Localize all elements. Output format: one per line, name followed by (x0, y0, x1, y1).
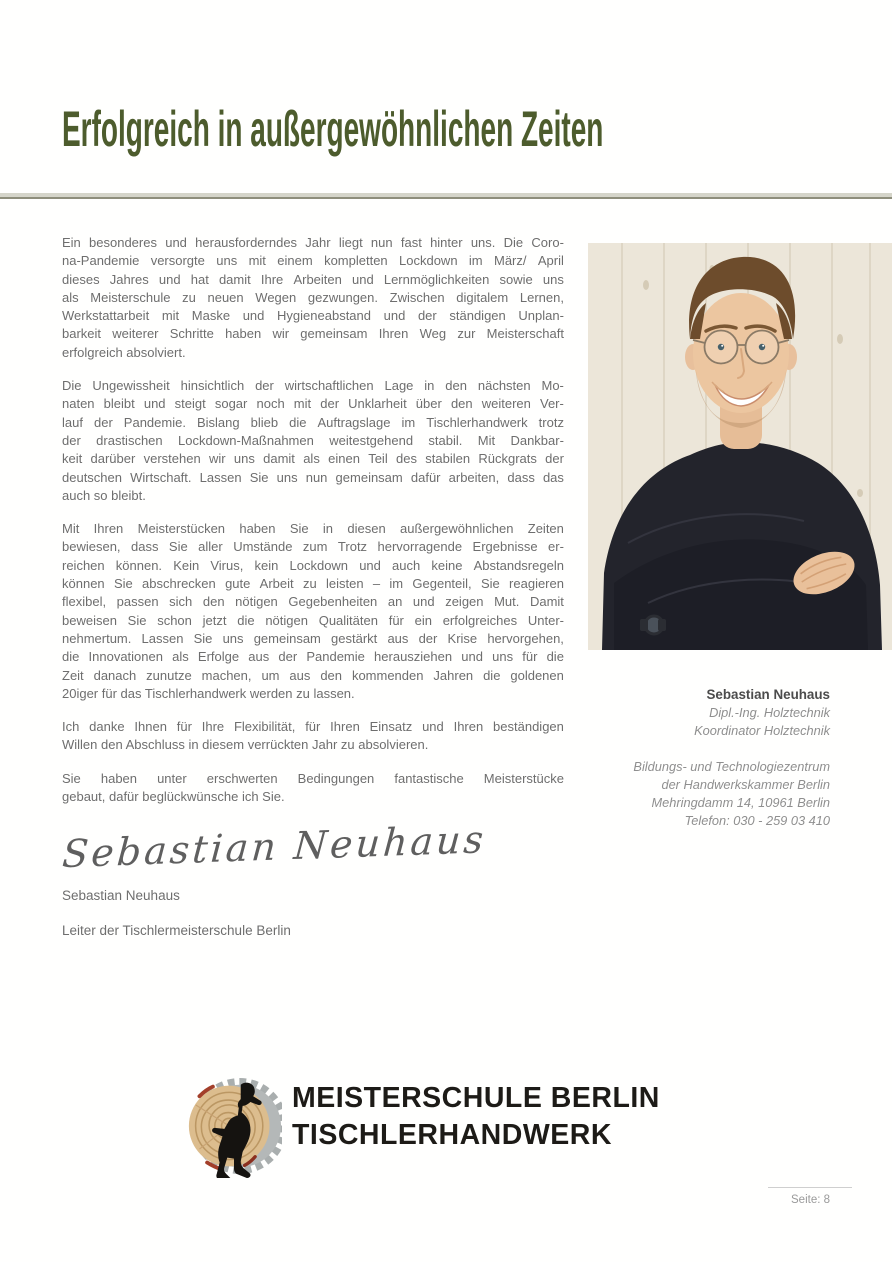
paragraph-line: Mit Ihren Meisterstücken haben Sie in diesen außergewöhnlichen Zeiten (62, 521, 564, 537)
logo-bear-saw-emblem (186, 1074, 282, 1178)
profile-address: Mehringdamm 14, 10961 Berlin (651, 795, 830, 811)
paragraph-line: erfolgreich absolviert. (62, 344, 186, 360)
page-number: Seite: 8 (791, 1194, 830, 1206)
profile-organization: Bildungs- und Technologiezentrum (633, 758, 830, 774)
logo-wordmark (292, 1080, 660, 1154)
paragraph (62, 718, 564, 755)
paragraph-line: naten bleibt und steigt sogar noch mit der Unklarheit über den weiteren Ver- (62, 396, 564, 412)
paragraph-line: als Meisterschule zu neuen Wegen gezwungen. Zwischen digitalem Lernen, (62, 289, 564, 305)
paragraph-line: dieses Jahres und hat damit Ihre Arbeiten und Lernmöglichkeiten sowie uns (62, 271, 564, 287)
profile-credential: Koordinator Holztechnik (694, 723, 830, 739)
paragraph-line: Die Ungewissheit hinsichtlich der wirtschaftlichen Lage in den nächsten Mo- (62, 378, 564, 394)
paragraph-line: keit darüber verstehen wir uns damit als einen Teil des stabilen Rückgrats der (62, 451, 564, 467)
photo-caption (530, 686, 830, 830)
paragraph-line: die Innovationen als Erfolge aus der Pandemie herausziehen und uns für die (62, 649, 564, 665)
paragraph-line: Ich danke Ihnen für Ihre Flexibilität, für Ihren Einsatz und Ihren beständigen (62, 719, 564, 735)
paragraph (62, 377, 564, 505)
paragraph-line: Willen den Abschluss in diesem verrückten Jahr zu absolvieren. (62, 737, 429, 753)
paragraph-line: Ein besonderes und herausforderndes Jahr liegt nun fast hinter uns. Die Coro- (62, 235, 564, 250)
profile-credential: Dipl.-Ing. Holztechnik (709, 705, 830, 721)
profile-phone: Telefon: 030 - 259 03 410 (684, 813, 830, 829)
paragraph-line: na-Pandemie versorgte uns mit einem kompletten Lockdown im März/ April (62, 253, 564, 269)
paragraph-line: reichen können. Kein Virus, kein Lockdown und auch keine Abstandsregeln (62, 557, 564, 573)
handwritten-signature: Sebastian Neuhaus (60, 817, 488, 877)
paragraph-line: beweisen Sie schon jetzt die nötigen Qualitäten für ein erfolgreiches Unter- (62, 612, 564, 628)
profile-organization: der Handwerkskammer Berlin (661, 776, 830, 792)
paragraph-line: Sie haben unter erschwerten Bedingungen fantastische Meisterstücke (62, 770, 564, 786)
paragraph (62, 234, 564, 362)
signature-role: Leiter der Tischlermeisterschule Berlin (62, 923, 291, 938)
signature-printed-name: Sebastian Neuhaus (62, 888, 180, 903)
page-title: Erfolgreich in außergewöhnlichen Zeiten (62, 101, 604, 157)
paragraph-line: gebaut, dafür beglückwünsche ich Sie. (62, 789, 285, 805)
paragraph-line: flexibel, passen sich den nötigen Gegebenheiten an und zeigen Mut. Damit (62, 594, 564, 610)
paragraph-line: bewiesen, dass Sie aller Umstände zum Trotz hervorragende Ergebnisse er- (62, 539, 564, 555)
paragraph-line: Zeit danach zunutze machen, um aus den kommenden Jahren die goldenen (62, 667, 564, 683)
paragraph-line: der drastischen Lockdown-Maßnahmen weitestgehend stabil. Mit Dankbar- (62, 432, 564, 448)
paragraph-line: nehmertum. Lassen Sie uns gemeinsam gestärkt aus der Krise hervorgehen, (62, 630, 564, 646)
paragraph-line: lauf der Pandemie. Bislang blieb die Auftragslage im Tischlerhandwerk trotz (62, 414, 564, 430)
paragraph-line: deutschen Wirtschaft. Lassen Sie uns nun gemeinsam dafür arbeiten, dass das (62, 469, 564, 485)
caption-spacer (530, 741, 830, 758)
footer-divider (768, 1187, 852, 1188)
body-column (62, 234, 564, 821)
profile-name: Sebastian Neuhaus (706, 687, 830, 702)
paragraph-line: 20iger für das Tischlerhandwerk werden zu lassen. (62, 685, 355, 701)
paragraph-line: barkeit weiterer Schritte haben wir gemeinsam Ihren Weg zur Meisterschaft (62, 326, 564, 342)
portrait-photo (588, 243, 892, 650)
paragraph (62, 770, 564, 807)
paragraph-line: können Sie abschrecken gute Arbeit zu leisten – im Gegenteil, Sie reagieren (62, 576, 564, 592)
paragraph (62, 520, 564, 703)
logo-line-2: TISCHLERHANDWERK (292, 1119, 612, 1151)
header-divider (0, 193, 892, 199)
paragraph-line: Werkstattarbeit mit Maske und Hygieneabstand und der ständigen Unplan- (62, 308, 564, 324)
paragraph-line: auch so bleibt. (62, 487, 146, 503)
logo-line-1: MEISTERSCHULE BERLIN (292, 1082, 660, 1114)
